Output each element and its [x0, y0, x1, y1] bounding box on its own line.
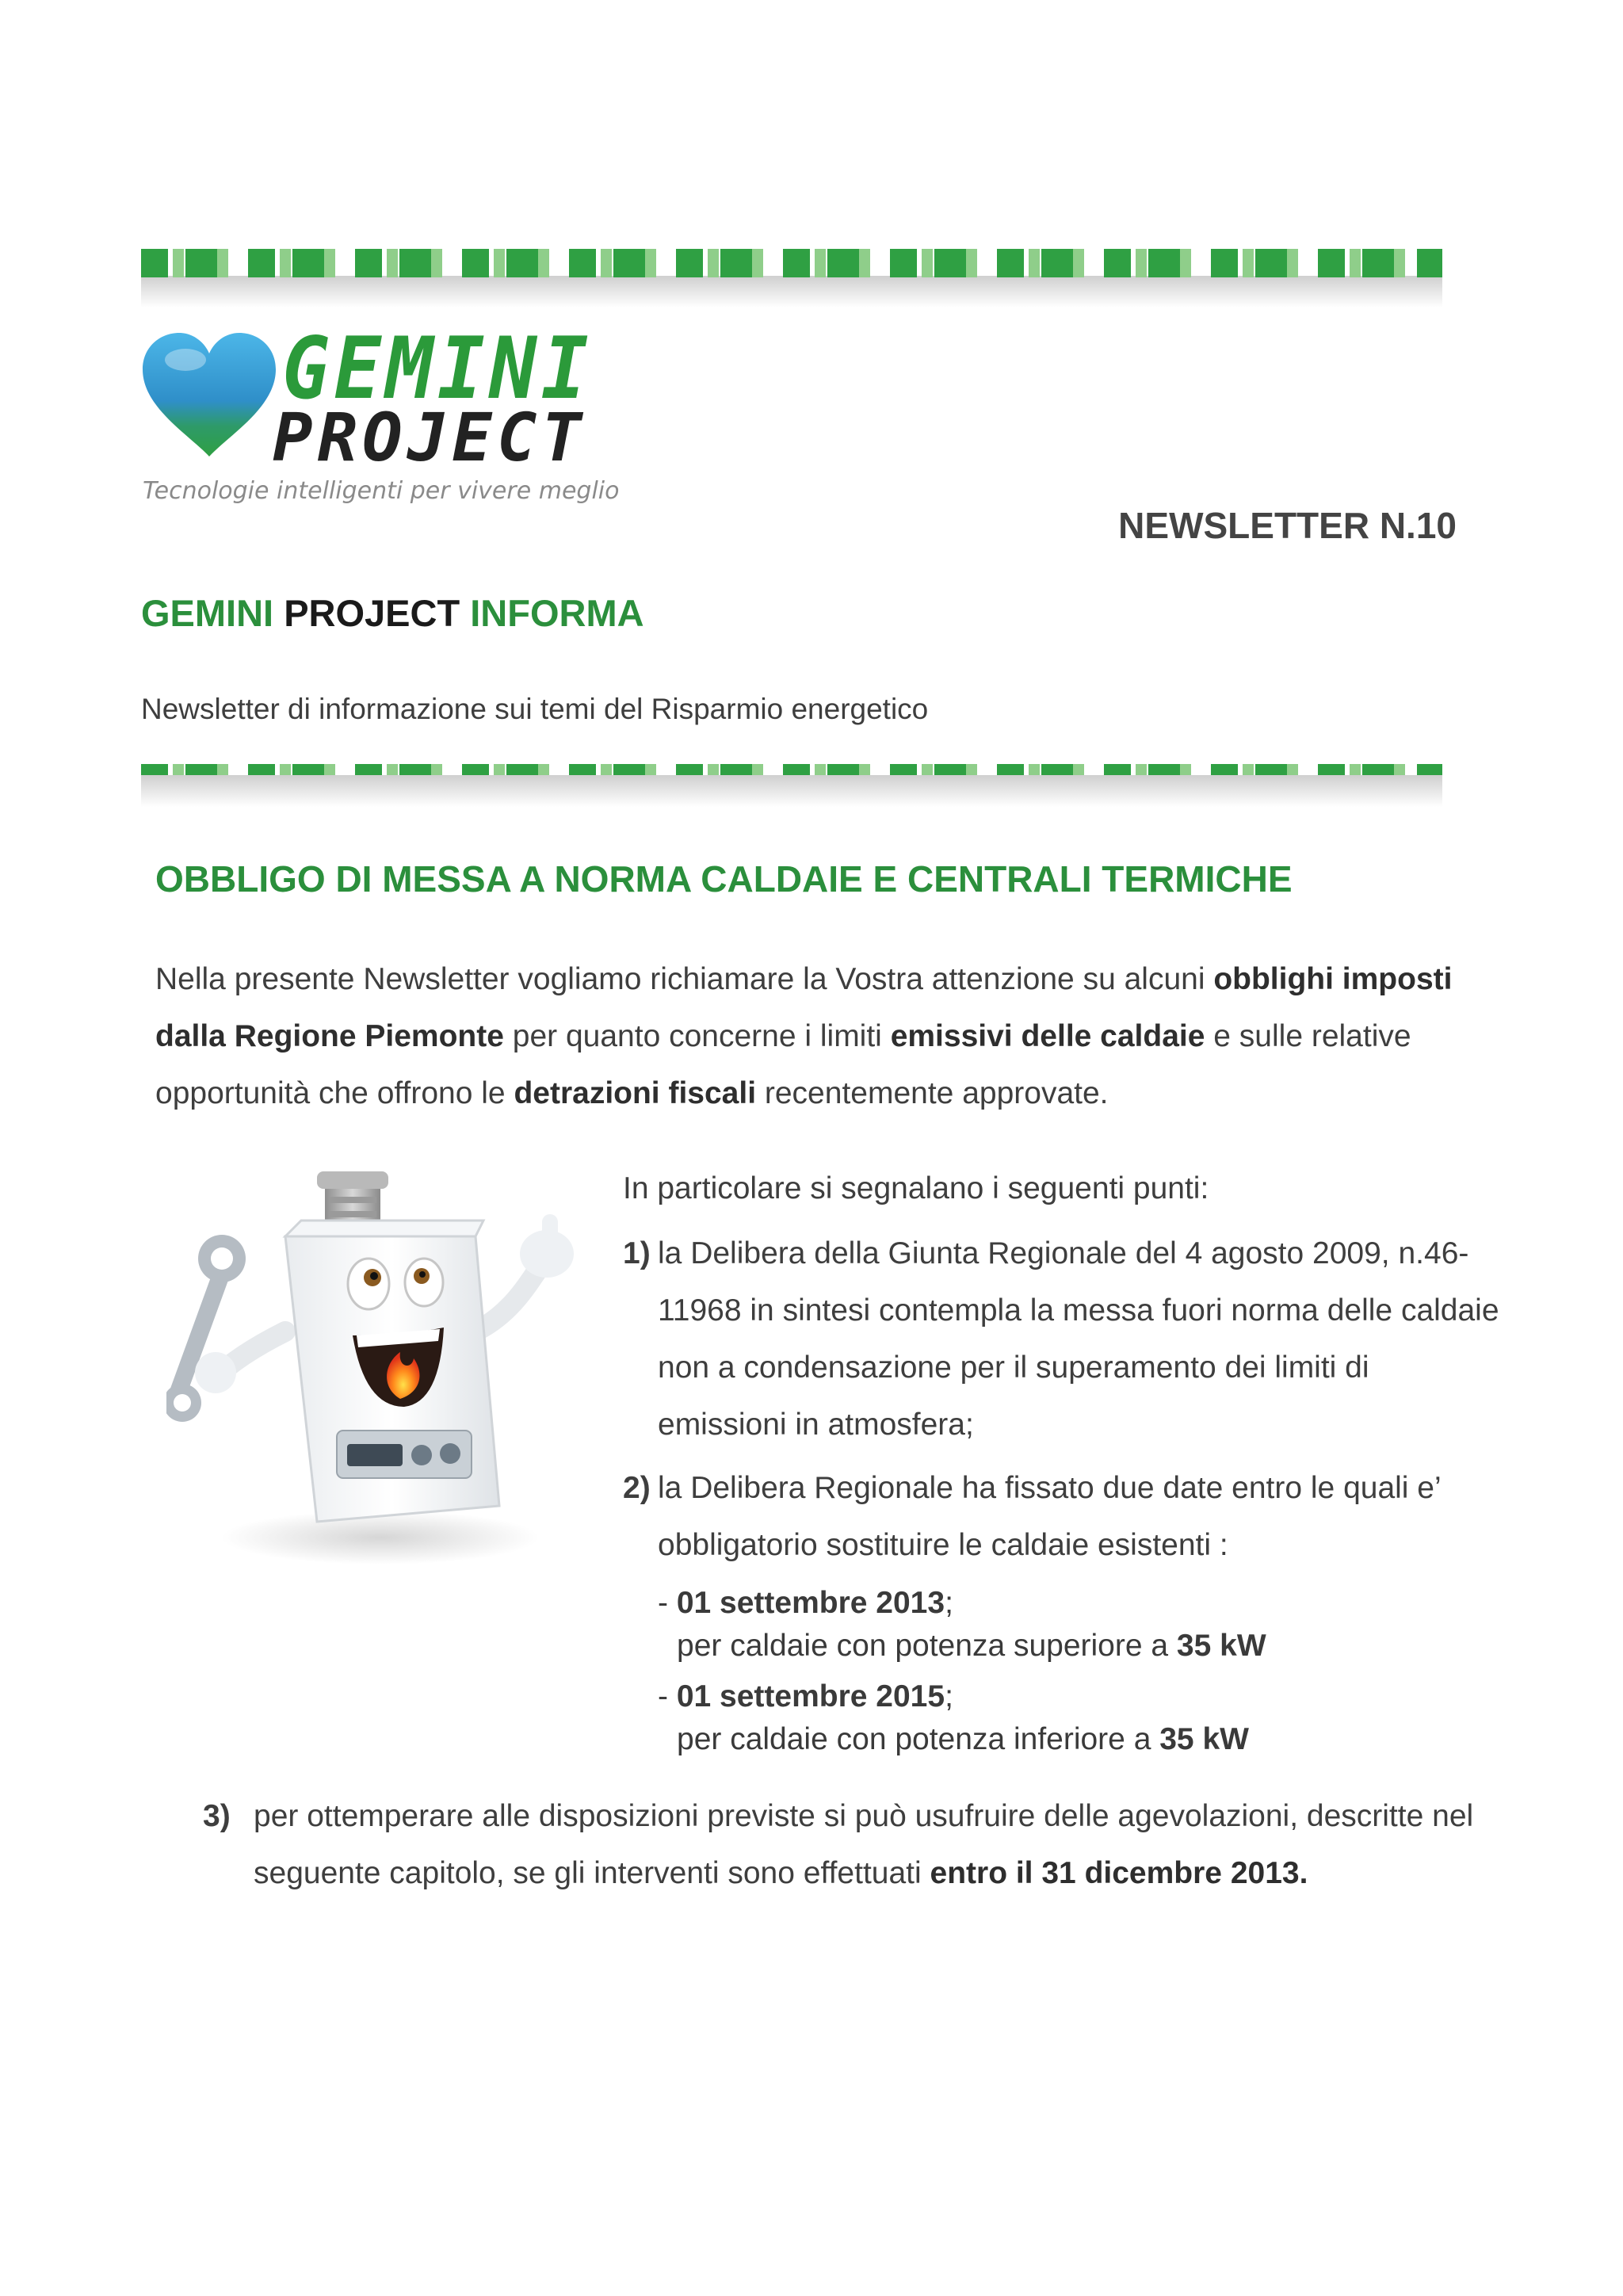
bar-block	[720, 249, 752, 277]
bar-block	[1180, 249, 1191, 277]
bar-block	[922, 764, 933, 775]
bar-block	[1318, 764, 1345, 775]
bar-block	[1417, 764, 1442, 775]
bar-block	[1041, 249, 1073, 277]
deadline-2015-date: 01 settembre 2015	[676, 1679, 945, 1713]
deadline-2015-semicolon: ;	[945, 1679, 953, 1713]
bar-block	[1148, 764, 1180, 775]
bar-block	[1255, 249, 1287, 277]
bar-block	[1350, 764, 1361, 775]
bar-block	[292, 764, 324, 775]
bar-block	[1255, 764, 1287, 775]
boiler-mascot-illustration	[166, 1165, 602, 1577]
bar-block	[783, 764, 810, 775]
bar-block	[934, 249, 966, 277]
bar-block	[141, 249, 168, 277]
logo-word-gemini: GEMINI	[282, 319, 594, 418]
logo-tagline: Tecnologie intelligenti per vivere meglio	[143, 477, 620, 505]
point-3-number: 3)	[203, 1799, 231, 1833]
intro-bold-2: emissivi delle caldaie	[890, 1019, 1205, 1053]
bar-block	[613, 249, 645, 277]
newsletter-subtitle: Newsletter di informazione sui temi del Risparmio energetico	[141, 693, 929, 725]
bar-block	[1211, 249, 1238, 277]
bar-block	[1350, 249, 1361, 277]
bar-block	[355, 249, 382, 277]
point-3	[203, 1788, 1487, 1902]
bar-block	[1029, 249, 1040, 277]
bar-block	[676, 764, 703, 775]
bar-block	[324, 764, 335, 775]
intro-text-1: Nella presente Newsletter vogliamo richiamare la Vostra attenzione su alcuni	[155, 962, 1214, 996]
point-2	[623, 1460, 1503, 1574]
bar-block	[462, 249, 489, 277]
bar-block	[494, 764, 505, 775]
bar-block	[355, 764, 382, 775]
section-title: OBBLIGO DI MESSA A NORMA CALDAIE E CENTRALI TERMICHE	[155, 858, 1293, 900]
bar-block	[859, 764, 870, 775]
informa-part2: PROJECT	[284, 592, 460, 634]
bar-block	[1394, 764, 1405, 775]
deadline-2015-power: 35 kW	[1159, 1722, 1249, 1756]
bar-block	[783, 249, 810, 277]
bar-block	[1394, 249, 1405, 277]
bar-block	[1243, 764, 1254, 775]
bar-block	[280, 249, 291, 277]
bar-block	[966, 764, 977, 775]
intro-paragraph	[155, 951, 1495, 1122]
bar-block	[324, 249, 335, 277]
point-1-number: 1)	[623, 1236, 651, 1270]
bar-block	[1104, 764, 1131, 775]
bar-block	[997, 764, 1024, 775]
intro-text-3: e sulle relative opportunità che offrono le	[155, 1019, 1411, 1110]
intro-text-4: recentemente approvate.	[756, 1076, 1109, 1110]
bar-block	[1318, 249, 1345, 277]
bar-block	[645, 764, 656, 775]
informa-part3: INFORMA	[470, 592, 644, 634]
point-1	[623, 1225, 1503, 1454]
bar-block	[280, 764, 291, 775]
bar-block	[173, 249, 184, 277]
bar-block	[1104, 249, 1131, 277]
deadline-2013-date: 01 settembre 2013	[676, 1586, 945, 1620]
bar-block	[815, 249, 826, 277]
bar-block	[387, 764, 398, 775]
bar-block	[1211, 764, 1238, 775]
bar-block	[399, 764, 431, 775]
bar-block	[1287, 249, 1298, 277]
bar-block	[1362, 764, 1394, 775]
bar-block	[1073, 249, 1084, 277]
heart-logo-icon	[141, 331, 277, 458]
point-1-text: la Delibera della Giunta Regionale del 4 agosto 2009, n.46-11968 in sintesi contempla la messa fuori norma delle caldaie non a condensazione per il superamento dei limiti di emissioni in atmosfera;	[658, 1236, 1499, 1442]
newsletter-number: NEWSLETTER N.10	[1118, 505, 1457, 546]
deadline-2013	[623, 1582, 1503, 1668]
bar-block	[431, 764, 442, 775]
bar-block	[1041, 764, 1073, 775]
bar-block	[141, 764, 168, 775]
bar-block	[815, 764, 826, 775]
deadline-2015-description: per caldaie con potenza inferiore a	[677, 1722, 1160, 1756]
bar-block	[248, 764, 275, 775]
point-2-number: 2)	[623, 1471, 651, 1505]
bar-block	[827, 764, 859, 775]
bar-block	[708, 249, 719, 277]
bar-block	[1362, 249, 1394, 277]
deadline-2013-semicolon: ;	[945, 1586, 953, 1620]
points-lead: In particolare si segnalano i seguenti punti:	[623, 1171, 1209, 1205]
gemini-project-informa-heading	[141, 591, 644, 635]
bar-block	[462, 764, 489, 775]
bar-block	[859, 249, 870, 277]
bar-block	[399, 249, 431, 277]
point-3-text: per ottemperare alle disposizioni previste si può usufruire delle agevolazioni, descritte nel seguente capitolo, se gli interventi sono effettuati	[254, 1799, 1474, 1890]
logo-word-project: PROJECT	[273, 399, 587, 476]
bar-block	[934, 764, 966, 775]
bar-block	[185, 764, 217, 775]
bar-block	[708, 764, 719, 775]
bar-block	[538, 249, 549, 277]
deadline-2013-dash: -	[658, 1586, 677, 1620]
bar-block	[1180, 764, 1191, 775]
bar-block	[387, 249, 398, 277]
bar-block	[292, 249, 324, 277]
bar-block	[1073, 764, 1084, 775]
bar-block	[890, 764, 917, 775]
deadline-2015-dash: -	[658, 1679, 677, 1713]
bar-block	[569, 249, 596, 277]
bar-block	[613, 764, 645, 775]
bar-block	[217, 249, 228, 277]
bar-block	[827, 249, 859, 277]
point-2-text: la Delibera Regionale ha fissato due date entro le quali e’ obbligatorio sostituire le caldaie esistenti :	[658, 1471, 1441, 1562]
intro-bold-3: detrazioni fiscali	[514, 1076, 757, 1110]
bar-block	[506, 764, 538, 775]
bar-block	[645, 249, 656, 277]
bar-block	[1243, 249, 1254, 277]
bar-block	[752, 249, 763, 277]
decorative-bar-top	[141, 247, 1442, 311]
bar-block	[1148, 249, 1180, 277]
bar-block	[1287, 764, 1298, 775]
bar-block	[569, 764, 596, 775]
bar-block	[538, 764, 549, 775]
informa-part1: GEMINI	[141, 592, 274, 634]
deadline-2015	[623, 1675, 1503, 1761]
decorative-bar-middle	[141, 761, 1442, 808]
point-3-bold: entro il 31 dicembre 2013.	[930, 1856, 1308, 1890]
bar-block	[997, 249, 1024, 277]
bar-block	[431, 249, 442, 277]
bar-block	[601, 249, 612, 277]
gemini-project-logo	[141, 319, 620, 507]
intro-bold-1: obblighi imposti dalla Regione Piemonte	[155, 962, 1453, 1053]
bar-block	[1417, 249, 1442, 277]
bar-block	[1136, 764, 1147, 775]
bar-block	[248, 249, 275, 277]
bar-block	[720, 764, 752, 775]
bar-block	[217, 764, 228, 775]
bar-block	[1029, 764, 1040, 775]
bar-block	[601, 764, 612, 775]
bar-block	[1136, 249, 1147, 277]
deadline-2013-power: 35 kW	[1176, 1629, 1266, 1663]
bar-block	[506, 249, 538, 277]
deadline-2013-description: per caldaie con potenza superiore a	[677, 1629, 1177, 1663]
bar-block	[966, 249, 977, 277]
points-list	[623, 1160, 1503, 1761]
intro-text-2: per quanto concerne i limiti	[503, 1019, 891, 1053]
bar-block	[752, 764, 763, 775]
bar-block	[173, 764, 184, 775]
bar-block	[890, 249, 917, 277]
bar-block	[494, 249, 505, 277]
bar-block	[676, 249, 703, 277]
bar-block	[185, 249, 217, 277]
bar-block	[922, 249, 933, 277]
